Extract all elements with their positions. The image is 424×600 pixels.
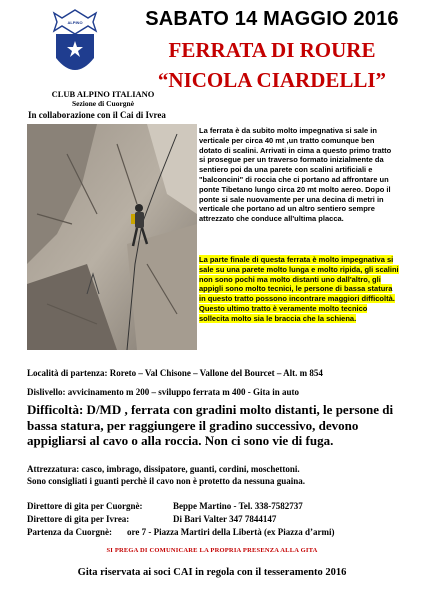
membership-footer: Gita riservata ai soci CAI in regola con il tesseramento 2016: [77, 567, 347, 578]
director-cuorgne-value: Beppe Martino - Tel. 338-7582737: [173, 501, 303, 511]
attendance-notice: SI PREGA DI COMUNICARE LA PROPRIA PRESENZA ALLA GITA: [106, 547, 318, 554]
ferrata-photo: [27, 124, 197, 350]
gloves-note: Sono consigliati i guanti perchè il cavo non è protetto da nessuna guaina.: [27, 476, 305, 486]
elevation-info: Dislivello: avvicinamento m 200 – sviluppo ferrata m 400 - Gita in auto: [27, 387, 299, 397]
route-description: La ferrata è da subito molto impegnativa si sale in verticale per circa 40 mt ,un tratto comunque ben dotato di scalini. Arrivati in cima a questo primo tratto si prosegue per un traverso formato inizialmente da sentiero poi da una parete con scalini artificiali e "balconcini" di roccia che ci portano ad affrontare un ponte Tibetano lungo circa 20 mt molto aereo. Dopo il ponte si sale nuovamente per una decina di metri in verticale che portano ad un altro sentiero sempre attrezzato che conduce all'ultima placca.: [199, 126, 392, 224]
club-name: CLUB ALPINO ITALIANO: [51, 89, 155, 99]
director-ivrea: [27, 514, 277, 524]
event-title: FERRATA DI ROURE: [168, 38, 376, 62]
collaboration-note: In collaborazione con il Cai di Ivrea: [28, 110, 166, 120]
club-section: Sezione di Cuorgnè: [71, 99, 135, 108]
start-location: Località di partenza: Roreto – Val Chisone – Vallone del Bourcet – Alt. m 854: [27, 368, 323, 378]
highlighted-text: La parte finale di questa ferrata è molto impegnativa si sale su una parete molto lunga e molto ripida, gli scalini non sono pochi ma molto distanti uno dall'altro, gli appigli sono molto tecnici, le persone di bassa statura in questo tratto possono incontrare maggiori difficoltà. Questo ultimo tratto è veramente molto tecnico sollecita molto sia le braccia che la schiena.: [199, 255, 399, 323]
director-cuorgne-label: Direttore di gita per Cuorgnè:: [27, 501, 143, 511]
equipment-list: Attrezzatura: casco, imbrago, dissipatore, guanti, cordini, moschettoni.: [27, 464, 300, 474]
departure-value: ore 7 - Piazza Martiri della Libertà (ex Piazza d’armi): [127, 527, 335, 537]
event-date: SABATO 14 MAGGIO 2016: [145, 8, 399, 30]
departure-label: Partenza da Cuorgnè:: [27, 527, 112, 537]
route-description-final: [199, 255, 399, 324]
equipment-info: [27, 463, 407, 487]
cai-logo: [52, 8, 98, 82]
svg-text:ALPINO: ALPINO: [67, 20, 83, 25]
director-ivrea-label: Direttore di gita per Ivrea:: [27, 514, 130, 524]
director-cuorgne: [27, 501, 303, 511]
event-dedication: “NICOLA CIARDELLI”: [157, 68, 387, 92]
departure-info: [27, 527, 335, 537]
director-ivrea-value: Di Bari Valter 347 7844147: [173, 514, 277, 524]
difficulty-info: Difficoltà: D/MD , ferrata con gradini molto distanti, le persone di bassa statura, per raggiungere il gradino successivo, devono appigliarsi al cavo o alla roccia. Non ci sono vie di fuga.: [27, 402, 394, 448]
